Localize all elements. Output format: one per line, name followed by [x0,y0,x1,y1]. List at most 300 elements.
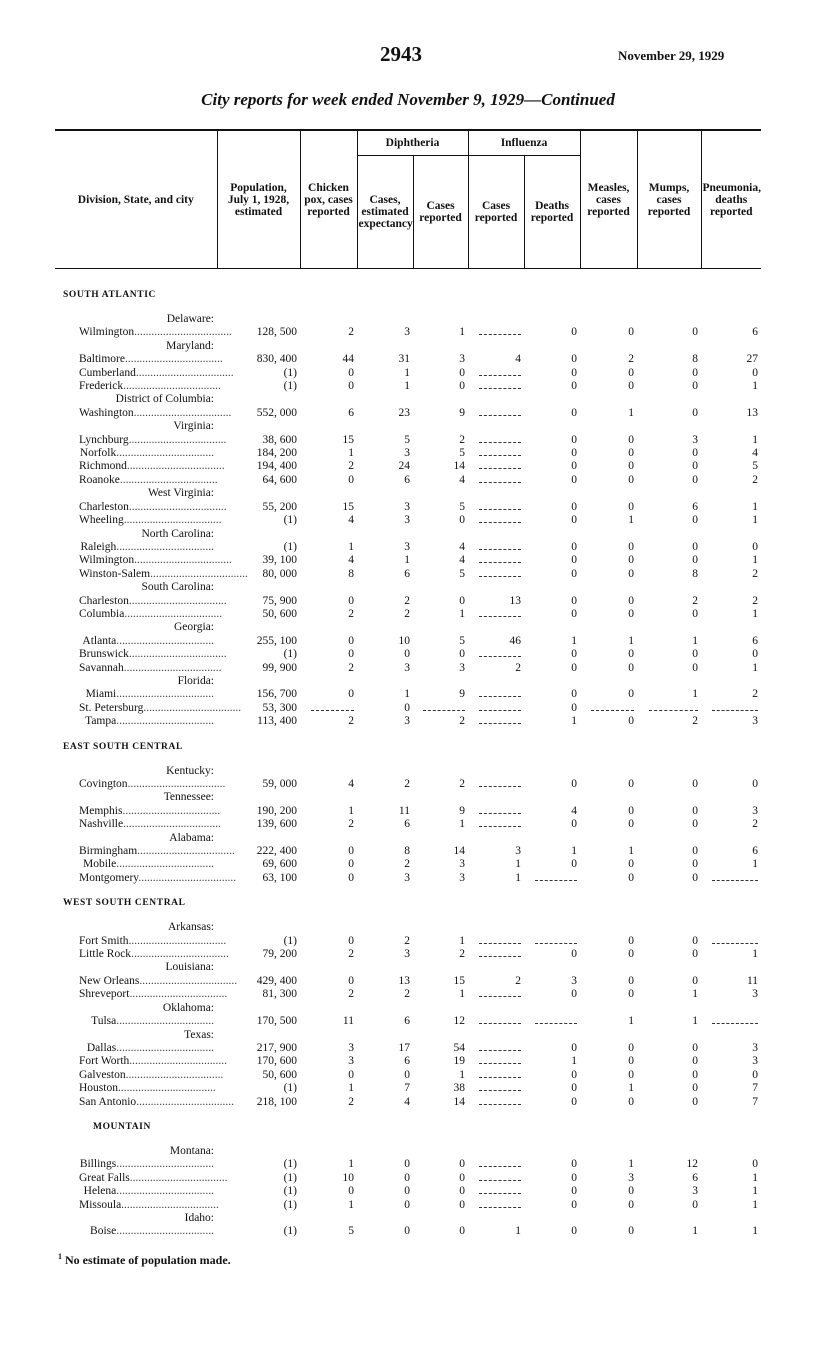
population-cell: (1) [283,1225,297,1238]
dash-mark [479,1200,522,1208]
state-row [55,420,761,433]
col-header-pneumonia: Pneumonia, deaths reported [701,130,761,269]
flu-cases-cell: 4 [515,353,522,366]
measles-cell: 0 [628,1198,635,1211]
mumps-cell: 1 [692,988,699,1001]
empty-cell [357,675,413,688]
city-cell [55,1199,217,1212]
empty-cell [524,420,580,433]
empty-cell [701,765,761,778]
pneumonia-cell: 1 [752,661,759,674]
dash-mark [479,1070,522,1078]
measles-cell: 0 [628,1055,635,1068]
mumps-cell: 0 [692,554,699,567]
table-row [55,1158,761,1171]
chickenpox-cell: 4 [348,554,354,567]
population-cell: 184, 200 [256,447,297,460]
empty-cell [580,528,637,541]
population-cell: 552, 000 [256,406,297,419]
chickenpox-cell: 2 [348,818,354,831]
leader-dots: .................................. [138,871,237,884]
diph-cases-cell: 54 [453,1041,466,1054]
flu-deaths-cell: 0 [571,500,578,513]
flu-cases-cell [468,988,524,1001]
leader-dots: .................................. [129,988,228,1001]
population-cell: (1) [283,648,297,661]
empty-cell [637,675,701,688]
city-name: Dallas [86,1041,117,1054]
measles-cell: 2 [628,353,635,366]
pneumonia-cell: 1 [752,500,759,513]
mumps-cell: 1 [692,1015,699,1028]
city-name: Charleston [79,500,129,513]
diph-expectancy-cell: 11 [398,804,410,817]
empty-cell [300,487,357,500]
mumps-cell: 0 [692,473,699,486]
table-row [55,935,761,948]
state-name: Delaware: [166,313,214,325]
table-row [55,514,761,527]
pneumonia-cell: 0 [752,1158,759,1171]
empty-cell [300,313,357,326]
city-name: Raleigh [80,540,117,553]
dash-mark [479,542,522,550]
empty-cell [300,581,357,594]
pneumonia-cell: 1 [752,514,759,527]
diph-cases-cell: 3 [459,661,466,674]
measles-cell: 0 [628,380,635,393]
dash-mark [479,1097,522,1105]
empty-cell [468,675,524,688]
empty-cell [217,313,300,326]
flu-cases-cell: 1 [515,858,522,871]
empty-cell [580,313,637,326]
leader-dots: .................................. [135,366,234,379]
empty-cell [637,581,701,594]
population-cell: 64, 600 [262,473,297,486]
measles-cell: 0 [628,447,635,460]
dash-mark [479,515,522,523]
chickenpox-cell: 0 [348,1068,354,1081]
table-row [55,501,761,514]
pneumonia-cell: 0 [752,540,759,553]
table-row [55,1185,761,1198]
empty-cell [300,675,357,688]
flu-cases-cell [468,702,524,715]
empty-cell [217,765,300,778]
state-name: Idaho: [184,1211,214,1224]
flu-deaths-cell: 0 [571,1185,578,1198]
dash-mark [479,989,522,997]
empty-cell [357,621,413,634]
empty-cell [357,1029,413,1042]
measles-cell: 1 [628,1082,635,1095]
diph-cases-cell: 1 [459,934,466,947]
dash-mark [479,779,522,787]
city-cell [55,567,248,581]
diph-expectancy-cell: 23 [398,406,410,419]
flu-cases-cell [468,326,524,339]
population-cell: (1) [283,1198,297,1211]
empty-cell [413,1002,468,1015]
mumps-cell: 2 [692,594,699,607]
dash-mark [479,408,522,416]
city-name: Billings [79,1158,117,1171]
diph-cases-cell: 0 [459,1198,466,1211]
table-row [55,635,761,648]
population-cell: 255, 100 [256,634,297,647]
city-cell [55,500,227,514]
empty-cell [357,1212,413,1225]
measles-cell: 0 [628,1225,635,1238]
diph-cases-cell: 19 [453,1055,466,1068]
measles-cell: 0 [628,433,635,446]
empty-cell [637,420,701,433]
table-row [55,380,761,393]
mumps-cell [637,702,701,715]
col-header-population: Population, July 1, 1928, estimated [217,130,300,269]
flu-cases-cell [468,1199,524,1212]
empty-cell [637,1002,701,1015]
empty-cell [701,420,761,433]
flu-cases-cell [468,778,524,791]
city-name: Memphis [79,804,123,817]
empty-cell [637,340,701,353]
empty-cell [217,528,300,541]
measles-cell: 0 [628,858,635,871]
city-name: Tampa [85,715,117,728]
diph-expectancy-cell: 1 [404,688,410,701]
empty-cell [413,528,468,541]
empty-cell [580,420,637,433]
table-row [55,447,761,460]
diph-cases-cell: 9 [459,804,466,817]
empty-cell [580,832,637,845]
mumps-cell: 12 [686,1158,699,1171]
section-heading: SOUTH ATLANTIC [63,290,156,300]
diph-expectancy-cell: 2 [404,858,410,871]
empty-cell [413,340,468,353]
population-cell: (1) [283,366,297,379]
empty-cell [524,487,580,500]
empty-cell [701,1002,761,1015]
measles-cell: 1 [628,845,635,858]
city-cell [55,1055,228,1068]
empty-cell [524,313,580,326]
leader-dots: .................................. [137,845,235,858]
empty-cell [580,340,637,353]
empty-cell [300,1029,357,1042]
state-name: Georgia: [173,621,214,634]
empty-cell [300,961,357,974]
state-name: Florida: [177,674,214,687]
leader-dots: .................................. [116,447,214,460]
section-row [55,729,761,765]
dash-mark [479,555,522,563]
empty-cell [217,621,300,634]
measles-cell: 0 [628,473,635,486]
population-cell: 170, 500 [256,1015,297,1028]
mumps-cell: 0 [692,858,699,871]
city-cell [55,406,232,420]
mumps-cell: 3 [692,433,699,446]
leader-dots: .................................. [129,1171,228,1184]
table-row [55,975,761,988]
empty-cell [468,1029,524,1042]
empty-cell [701,921,761,934]
diph-cases-cell: 1 [459,818,466,831]
empty-cell [217,1029,300,1042]
city-cell [55,326,232,339]
flu-deaths-cell [524,935,580,948]
dash-mark [479,1016,522,1024]
diph-expectancy-cell: 3 [404,500,410,513]
city-cell [55,1225,217,1238]
population-cell: 55, 200 [262,500,297,513]
measles-cell: 0 [628,934,635,947]
diph-expectancy-cell: 10 [398,634,410,647]
empty-cell [524,921,580,934]
diph-expectancy-cell: 2 [404,594,410,607]
mumps-cell: 2 [692,715,699,728]
diph-expectancy-cell: 0 [404,648,410,661]
flu-deaths-cell: 0 [571,380,578,393]
measles-cell: 1 [628,1015,635,1028]
city-cell [55,1042,217,1055]
empty-cell [300,1145,357,1158]
dash-mark [479,502,522,510]
empty-cell [357,765,413,778]
diph-expectancy-cell: 24 [398,460,410,473]
pneumonia-cell: 7 [752,1095,759,1108]
flu-deaths-cell: 0 [571,353,578,366]
diph-cases-cell: 0 [459,1185,466,1198]
table-row [55,1172,761,1185]
measles-cell: 1 [628,1158,635,1171]
mumps-cell: 0 [692,1198,699,1211]
dash-mark [479,448,522,456]
state-name: Kentucky: [166,764,214,777]
leader-dots: .................................. [116,1041,214,1054]
mumps-cell: 0 [692,406,699,419]
measles-cell: 0 [628,715,635,728]
empty-cell [468,313,524,326]
diph-cases-cell: 5 [459,500,466,513]
table-row [55,948,761,961]
empty-cell [524,1002,580,1015]
flu-cases-cell [468,688,524,701]
empty-cell [357,791,413,804]
diph-cases-cell: 4 [459,554,466,567]
mumps-cell: 0 [692,1095,699,1108]
empty-cell [524,581,580,594]
measles-cell: 0 [628,871,635,884]
population-cell: 69, 600 [262,858,297,871]
state-name: Texas: [184,1028,214,1041]
empty-cell [300,393,357,406]
leader-dots: .................................. [134,326,232,339]
empty-cell [357,393,413,406]
pneumonia-cell: 3 [752,1055,759,1068]
flu-deaths-cell: 0 [571,514,578,527]
population-cell: 128, 500 [256,326,297,339]
flu-deaths-cell: 0 [571,406,578,419]
mumps-cell: 1 [692,688,699,701]
dash-mark [712,1016,758,1024]
city-cell [55,635,217,648]
chickenpox-cell: 1 [348,1082,354,1095]
measles-cell: 0 [628,1068,635,1081]
leader-dots: .................................. [123,514,222,527]
pneumonia-cell: 0 [752,366,759,379]
flu-cases-cell [468,1096,524,1109]
city-cell [55,607,223,621]
diph-expectancy-cell: 1 [404,554,410,567]
flu-deaths-cell: 0 [571,594,578,607]
col-header-division: Division, State, and city [77,193,194,206]
city-name: Helena [83,1185,117,1198]
dash-mark [423,703,465,711]
pneumonia-cell: 1 [752,607,759,620]
diph-expectancy-cell: 0 [404,1198,410,1211]
diph-cases-cell: 0 [459,514,466,527]
leader-dots: .................................. [116,634,214,647]
table-row [55,568,761,581]
flu-deaths-cell: 1 [571,1055,578,1068]
dash-mark [479,368,522,376]
flu-cases-cell: 3 [515,845,522,858]
table-row [55,988,761,1001]
empty-cell [701,791,761,804]
city-cell [55,541,217,554]
flu-cases-cell [468,447,524,460]
table-row [55,541,761,554]
diph-cases-cell: 0 [459,1158,466,1171]
flu-deaths-cell: 4 [571,804,578,817]
diph-expectancy-cell: 2 [404,607,410,620]
city-cell [55,1158,217,1171]
mumps-cell: 8 [692,567,699,580]
diph-expectancy-cell: 0 [404,1158,410,1171]
state-name: Montana: [169,1144,214,1157]
col-header-mumps: Mumps, cases reported [637,130,701,269]
chickenpox-cell: 0 [348,366,354,379]
leader-dots: .................................. [128,433,227,446]
mumps-cell: 0 [692,778,699,790]
empty-cell [701,581,761,594]
city-cell [55,554,232,567]
leader-dots: .................................. [134,554,232,567]
diph-expectancy-cell: 3 [404,871,410,884]
dash-mark [479,649,522,657]
empty-cell [217,675,300,688]
dash-mark [479,381,522,389]
flu-deaths-cell: 0 [571,1082,578,1095]
city-name: Covington [79,778,128,790]
population-cell: 113, 400 [257,715,297,728]
city-cell [55,366,234,380]
chickenpox-cell: 0 [348,934,354,947]
flu-deaths-cell: 1 [571,845,578,858]
flu-cases-cell [468,935,524,948]
flu-cases-cell [468,648,524,661]
population-cell: (1) [283,1185,297,1198]
empty-cell [413,621,468,634]
city-cell [55,988,228,1001]
empty-cell [357,832,413,845]
flu-deaths-cell: 0 [571,1041,578,1054]
empty-cell [524,340,580,353]
empty-cell [524,528,580,541]
flu-deaths-cell: 0 [571,433,578,446]
population-cell: (1) [283,514,297,527]
chickenpox-cell: 0 [348,1185,354,1198]
city-cell [55,871,237,885]
table-row [55,702,761,715]
mumps-cell: 0 [692,326,699,339]
state-name: Maryland: [166,339,214,352]
flu-cases-cell [468,1185,524,1198]
diph-expectancy-cell: 0 [404,1225,410,1238]
empty-cell [300,1002,357,1015]
leader-dots: .................................. [116,1185,214,1198]
diph-expectancy-cell: 0 [404,1185,410,1198]
pneumonia-cell: 3 [752,804,759,817]
population-cell: 39, 100 [262,554,297,567]
state-name: North Carolina: [141,527,214,540]
city-name: Washington [79,406,134,419]
city-cell [55,1068,224,1082]
empty-cell [217,791,300,804]
diph-cases-cell: 3 [459,353,466,366]
population-cell: 59, 000 [262,778,297,790]
empty-cell [300,621,357,634]
dash-mark [479,327,522,335]
population-cell: 194, 400 [256,460,297,473]
population-cell: 222, 400 [256,845,297,858]
diph-expectancy-cell: 3 [404,661,410,674]
chickenpox-cell: 0 [348,473,354,486]
city-name: Montgomery [79,871,139,884]
diph-expectancy-cell: 6 [404,818,410,831]
empty-cell [413,791,468,804]
flu-deaths-cell: 0 [571,460,578,473]
chickenpox-cell: 3 [348,1041,354,1054]
diph-expectancy-cell: 5 [404,433,410,446]
flu-cases-cell: 1 [515,871,522,884]
state-row [55,791,761,804]
city-cell [55,433,227,447]
pneumonia-cell: 3 [752,1041,759,1054]
state-row [55,921,761,934]
diph-expectancy-cell: 6 [404,1015,410,1028]
leader-dots: .................................. [127,778,226,790]
pneumonia-cell: 1 [752,1171,759,1184]
leader-dots: .................................. [123,380,221,393]
table-row [55,460,761,473]
population-cell: 170, 600 [256,1055,297,1068]
city-name: Wilmington [79,326,135,339]
empty-cell [468,581,524,594]
empty-cell [524,832,580,845]
empty-cell [468,1145,524,1158]
empty-cell [468,420,524,433]
mumps-cell: 0 [692,804,699,817]
measles-cell: 0 [628,540,635,553]
city-name: Missoula [79,1198,122,1211]
footnote [58,1252,231,1268]
leader-dots: .................................. [119,473,218,486]
